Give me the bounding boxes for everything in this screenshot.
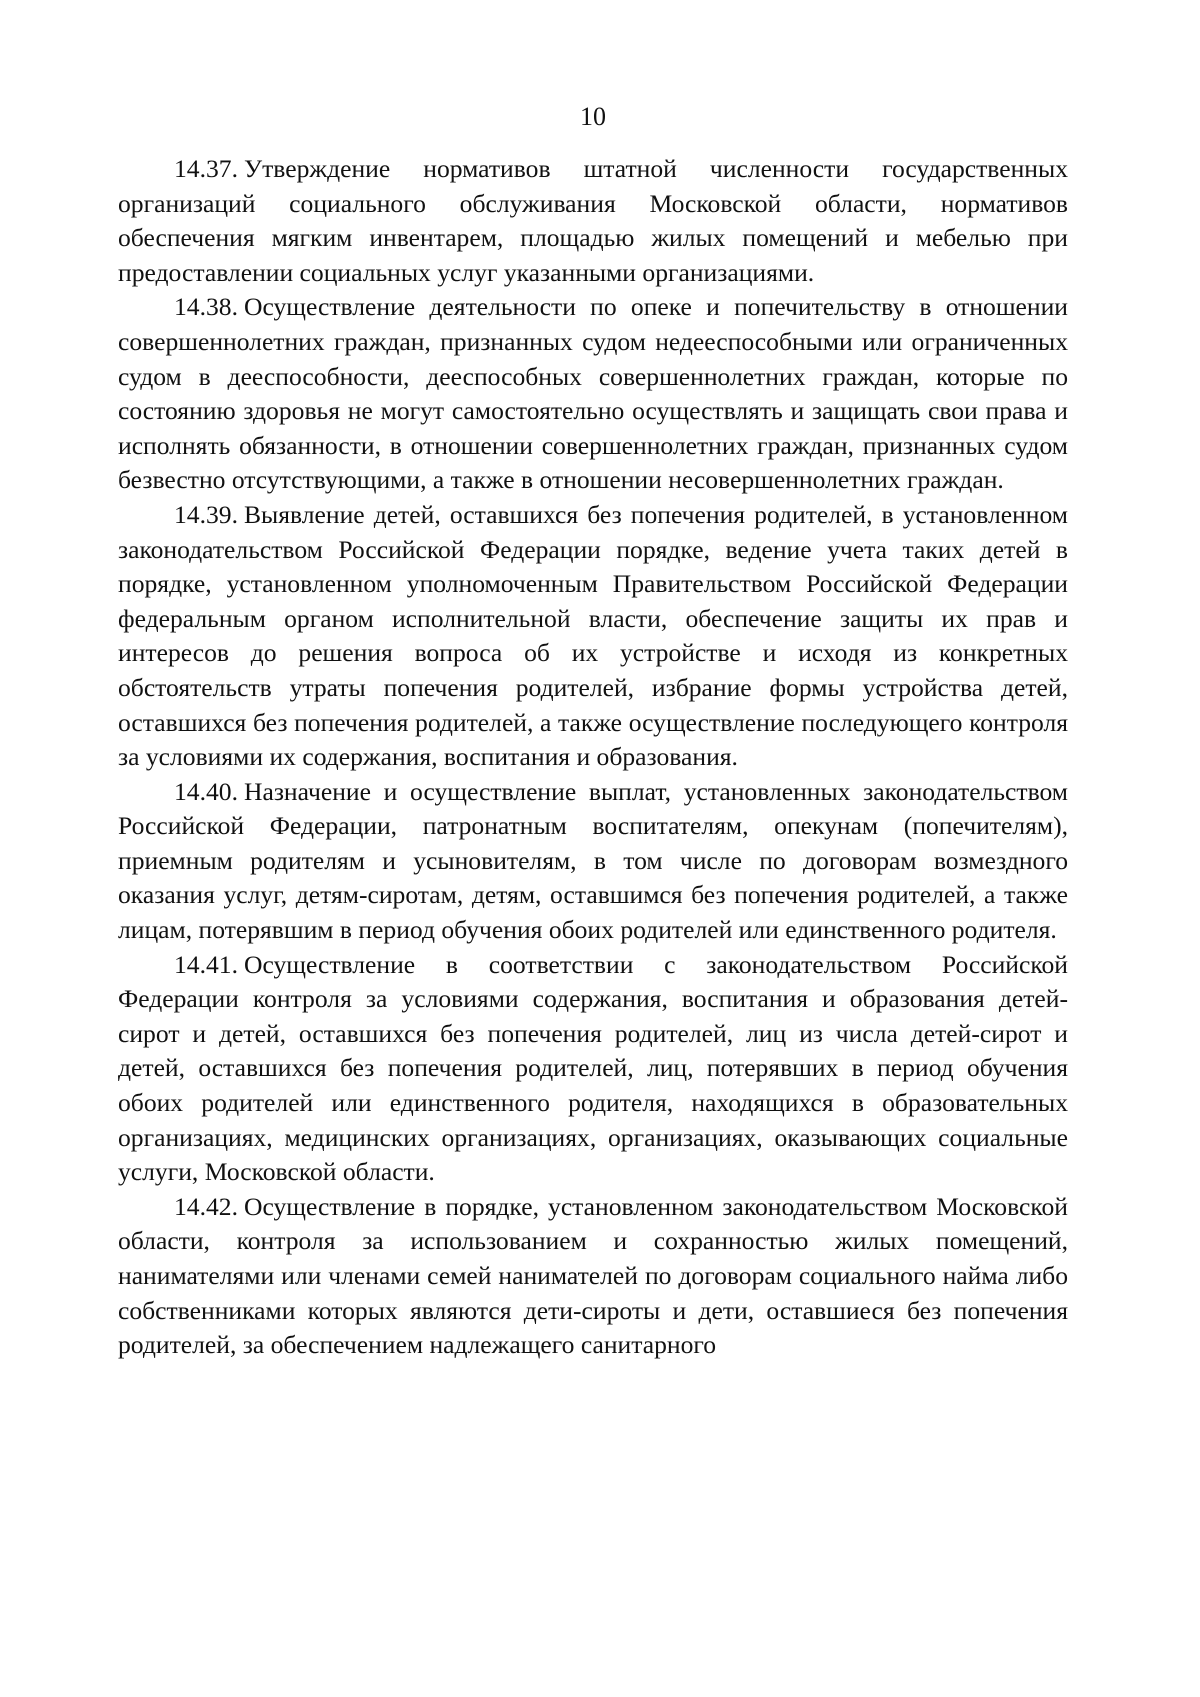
paragraph-text: Утверждение нормативов штатной численности государственных организаций социального обслуживания Московской области, нормативов обеспечения мягким инвентарем, площадью жилых помещений и мебелью при предоставлении социальных услуг указанными организациями. xyxy=(118,154,1068,287)
paragraph-14-38 xyxy=(118,290,1068,498)
paragraph-text: Осуществление в соответствии с законодательством Российской Федерации контроля за условиями содержания, воспитания и образования детей-сирот и детей, оставшихся без попечения родителей, лиц из числа детей-сирот и детей, оставшихся без попечения родителей, лиц, потерявших в период обучения обоих родителей или единственного родителя, находящихся в образовательных организациях, медицинских организациях, организациях, оказывающих социальные услуги, Московской области. xyxy=(118,949,1068,1187)
document-page xyxy=(118,0,1068,1697)
paragraph-number: 14.38. xyxy=(174,292,238,322)
paragraph-number: 14.41. xyxy=(174,949,238,979)
paragraph-text: Назначение и осуществление выплат, установленных законодательством Российской Федерации, патронатным воспитателям, опекунам (попечителям), приемным родителям и усыновителям, в том числе по договорам возмездного оказания услуг, детям-сиротам, детям, оставшимся без попечения родителей, а также лицам, потерявшим в период обучения обоих родителей или единственного родителя. xyxy=(118,776,1068,945)
paragraph-number: 14.39. xyxy=(174,499,238,529)
page-number: 10 xyxy=(580,102,606,131)
paragraph-text: Осуществление деятельности по опеке и попечительству в отношении совершеннолетних граждан, признанных судом недееспособными или ограниченных судом в дееспособности, дееспособных совершеннолетних граждан, которые по состоянию здоровья не могут самостоятельно осуществлять и защищать свои права и исполнять обязанности, в отношении совершеннолетних граждан, признанных судом безвестно отсутствующими, а также в отношении несовершеннолетних граждан. xyxy=(118,292,1068,495)
paragraph-14-40 xyxy=(118,775,1068,948)
paragraph-14-41 xyxy=(118,948,1068,1190)
paragraph-number: 14.42. xyxy=(174,1191,238,1221)
document-body xyxy=(118,152,1068,1363)
paragraph-14-42 xyxy=(118,1190,1068,1363)
paragraph-text: Выявление детей, оставшихся без попечения родителей, в установленном законодательством Российской Федерации порядке, ведение учета таких детей в порядке, установленном уполномоченным Правительством Российской Федерации федеральным органом исполнительной власти, обеспечение защиты их прав и интересов до решения вопроса об их устройстве и исходя из конкретных обстоятельств утраты попечения родителей, избрание формы устройства детей, оставшихся без попечения родителей, а также осуществление последующего контроля за условиями их содержания, воспитания и образования. xyxy=(118,499,1068,772)
paragraph-text: Осуществление в порядке, установленном законодательством Московской области, контроля за использованием и сохранностью жилых помещений, нанимателями или членами семей нанимателей по договорам социального найма либо собственниками которых являются дети-сироты и дети, оставшиеся без попечения родителей, за обеспечением надлежащего санитарного xyxy=(118,1191,1068,1360)
paragraph-14-39 xyxy=(118,498,1068,775)
paragraph-number: 14.40. xyxy=(174,776,238,806)
paragraph-number: 14.37. xyxy=(174,154,238,183)
paragraph-14-37 xyxy=(118,152,1068,290)
